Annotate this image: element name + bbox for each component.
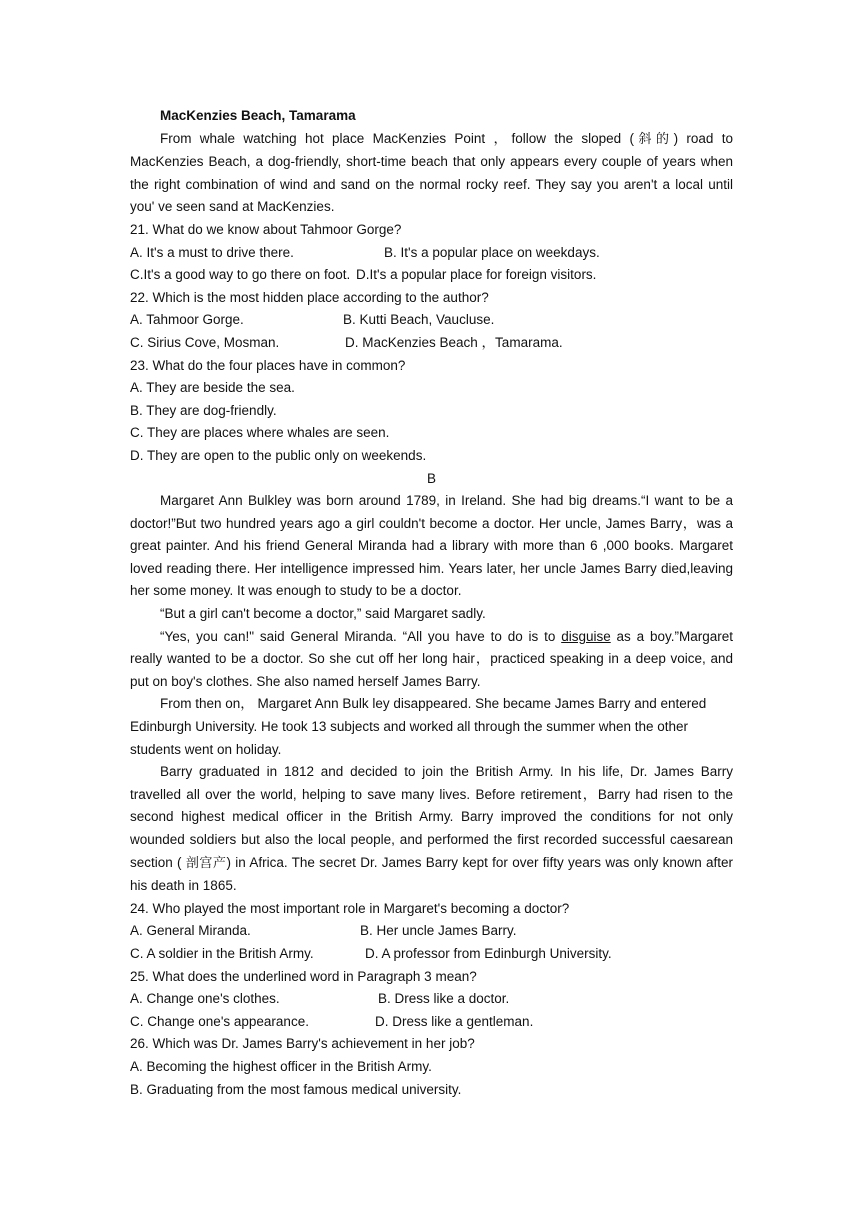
question-21-option-c[interactable]: C.It's a good way to go there on foot.	[130, 267, 351, 283]
passage-b-paragraph-3: “Yes, you can!" said General Miranda. “All you have to do is to disguise as a boy.”Margaret really wanted to be a doctor. So she cut off her long hair，practiced speaking in a deep voice, and put on boy's clothes. She also named herself James Barry.	[130, 628, 733, 689]
question-25-option-d[interactable]: D. Dress like a gentleman.	[375, 1013, 534, 1029]
question-21-option-a[interactable]: A. It's a must to drive there.	[130, 244, 294, 260]
question-24-stem: 24. Who played the most important role in Margaret's becoming a doctor?	[130, 900, 570, 916]
passage-b-paragraph-5: Barry graduated in 1812 and decided to join the British Army. In his life, Dr. James Barry travelled all over the world, helping to save many lives. Before retirement，Barry had risen to the second highest medical officer in the British Army. Barry improved the conditions for not only wounded soldiers but also the local people, and performed the first recorded successful caesarean section ( 剖宫产) in Africa. The secret Dr. James Barry kept for over fifty years was only known after his death in 1865.	[130, 764, 733, 894]
question-22-option-d[interactable]: D. MacKenzies Beach ，Tamarama.	[345, 334, 563, 350]
section-b-label: B	[426, 470, 436, 486]
question-22-option-a[interactable]: A. Tahmoor Gorge.	[130, 312, 244, 328]
question-25-option-a[interactable]: A. Change one's clothes.	[130, 991, 280, 1007]
question-26-option-a[interactable]: A. Becoming the highest officer in the British Army.	[130, 1058, 432, 1074]
question-23-option-c[interactable]: C. They are places where whales are seen.	[130, 425, 390, 441]
question-23-option-d[interactable]: D. They are open to the public only on weekends.	[130, 447, 427, 463]
question-25-options-row1	[130, 988, 733, 1011]
question-26-option-b[interactable]: B. Graduating from the most famous medical university.	[130, 1081, 462, 1097]
question-22-options-row1	[130, 309, 733, 332]
question-24-option-c[interactable]: C. A soldier in the British Army.	[130, 945, 314, 961]
question-24-option-a[interactable]: A. General Miranda.	[130, 923, 251, 939]
passage-b-paragraph-4: From then on， Margaret Ann Bulk ley disappeared. She became James Barry and entered Edinburgh University. He took 13 subjects and worked all through the summer when the other students went on holiday.	[130, 696, 707, 757]
question-25-option-b[interactable]: B. Dress like a doctor.	[378, 991, 510, 1007]
question-21-option-b[interactable]: B. It's a popular place on weekdays.	[384, 244, 600, 260]
question-23-option-a[interactable]: A. They are beside the sea.	[130, 380, 295, 396]
question-25-options-row2	[130, 1011, 733, 1034]
question-24-options-row1	[130, 920, 733, 943]
question-24-option-b[interactable]: B. Her uncle James Barry.	[360, 923, 517, 939]
question-21-options-row2	[130, 264, 733, 287]
question-23-stem: 23. What do the four places have in common?	[130, 357, 406, 373]
question-21-options-row1	[130, 242, 733, 265]
question-21-option-d[interactable]: D.It's a popular place for foreign visitors.	[356, 267, 597, 283]
question-25-option-c[interactable]: C. Change one's appearance.	[130, 1013, 309, 1029]
question-25-stem: 25. What does the underlined word in Paragraph 3 mean?	[130, 968, 477, 984]
passage-b-paragraph-2: “But a girl can't become a doctor,” said Margaret sadly.	[160, 606, 486, 622]
question-24-option-d[interactable]: D. A professor from Edinburgh University.	[365, 945, 612, 961]
passage-b-paragraph-1: Margaret Ann Bulkley was born around 1789, in Ireland. She had big dreams.“I want to be a doctor!”But two hundred years ago a girl couldn't become a doctor. Her uncle, James Barry，was a great painter. And his friend General Miranda had a library with more than 6 ,000 books. Margaret loved reading there. Her intelligence impressed him. Years later, her uncle James Barry died,leaving her some money. It was enough to study to be a doctor.	[130, 493, 733, 599]
question-22-options-row2	[130, 332, 733, 355]
question-23-option-b[interactable]: B. They are dog-friendly.	[130, 402, 277, 418]
question-21-stem: 21. What do we know about Tahmoor Gorge?	[130, 221, 402, 237]
section-heading: MacKenzies Beach, Tamarama	[160, 108, 356, 123]
question-22-option-b[interactable]: B. Kutti Beach, Vaucluse.	[343, 312, 495, 328]
question-26-stem: 26. Which was Dr. James Barry's achievement in her job?	[130, 1036, 475, 1052]
question-22-option-c[interactable]: C. Sirius Cove, Mosman.	[130, 334, 280, 350]
underlined-word: disguise	[561, 628, 611, 644]
question-24-options-row2	[130, 943, 733, 966]
question-22-stem: 22. Which is the most hidden place according to the author?	[130, 289, 489, 305]
mackenzies-paragraph: From whale watching hot place MacKenzies Point ，follow the sloped (斜的) road to MacKenzies Beach, a dog-friendly, short-time beach that only appears every couple of years when the right combination of wind and sand on the normal rocky reef. They say you aren't a local until you' ve seen sand at MacKenzies.	[130, 130, 733, 215]
